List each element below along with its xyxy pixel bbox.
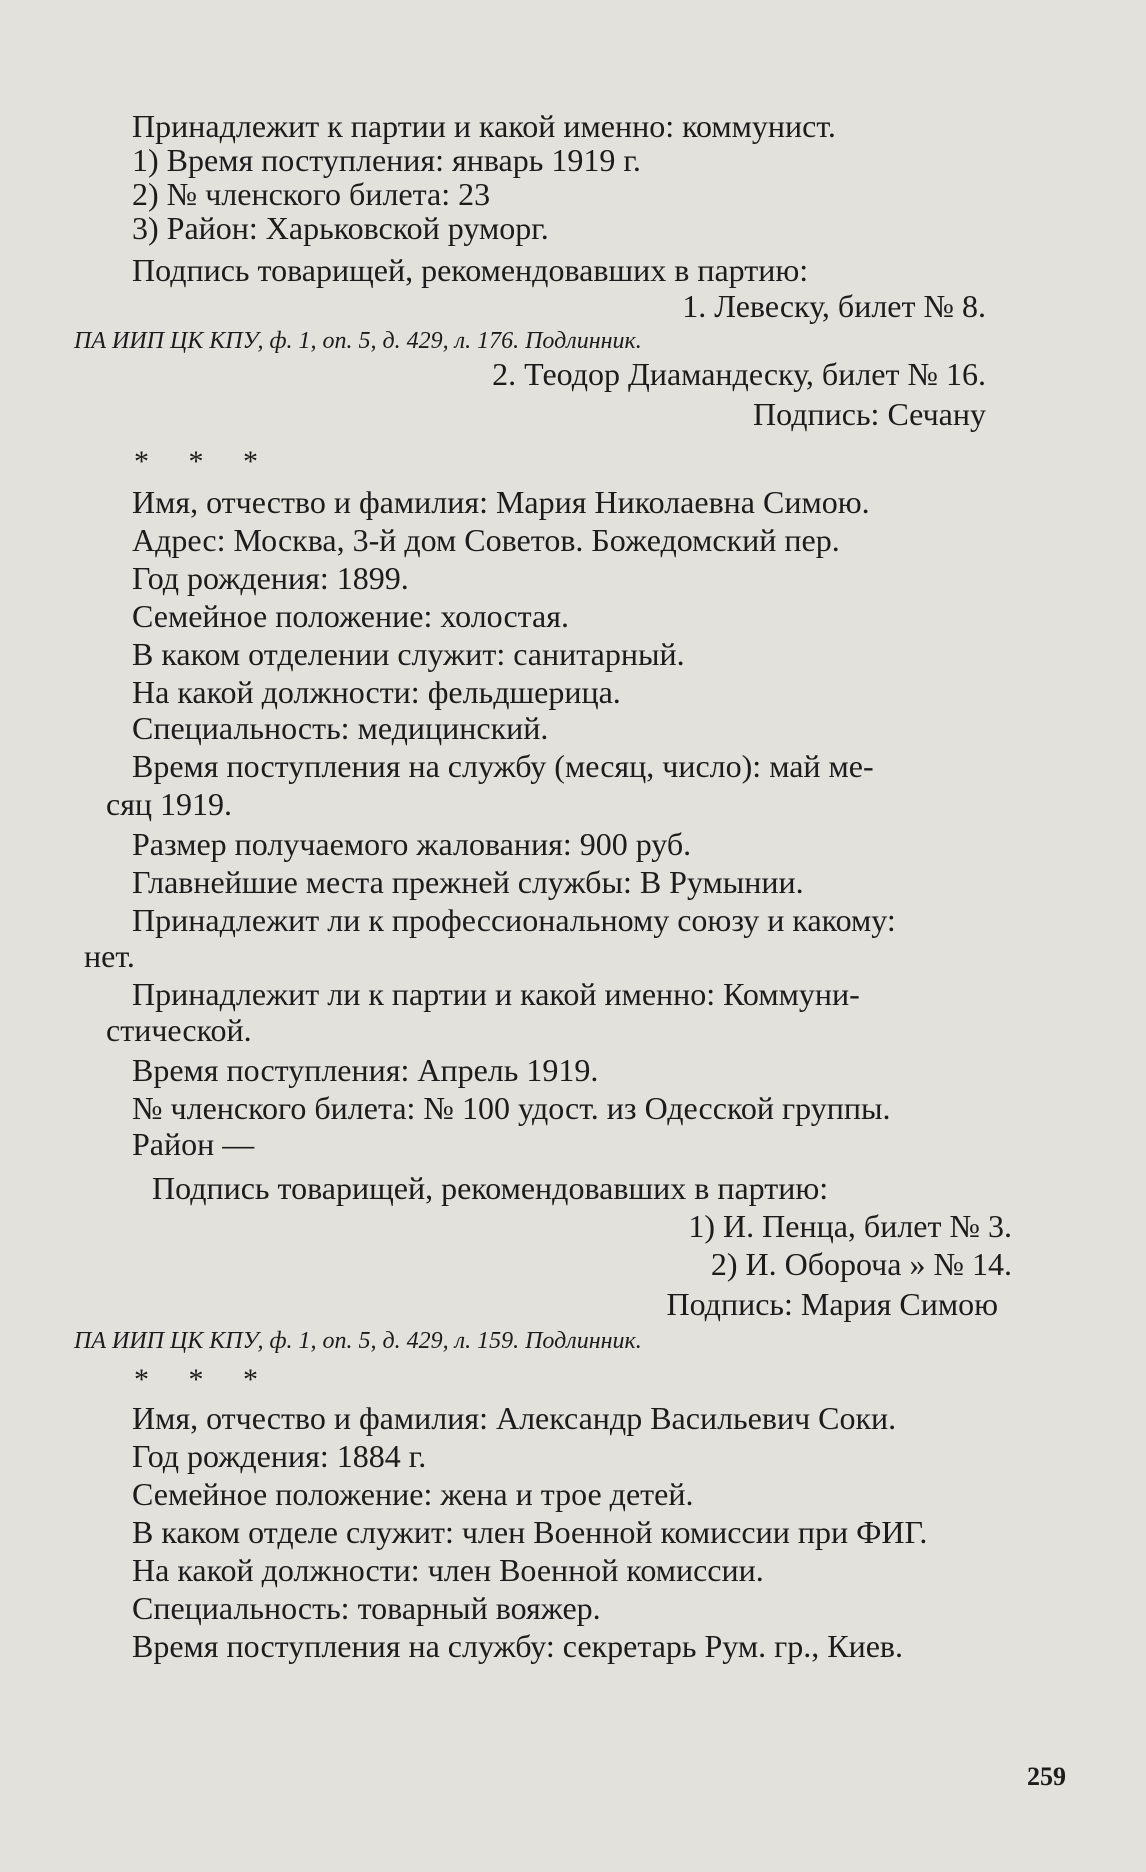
party-continuation: стической.	[106, 1012, 252, 1048]
department-line: В каком отделении служит: санитарный.	[132, 636, 685, 672]
recommender-line: 2) И. Обороча » № 14.	[710, 1246, 1012, 1282]
party-membership-line: Принадлежит к партии и какой именно: коммунист.	[132, 108, 836, 144]
recommender-line: 1. Левеску, билет № 8.	[682, 288, 986, 324]
recommender-line: 1) И. Пенца, билет № 3.	[688, 1208, 1012, 1244]
join-time-line: Время поступления: Апрель 1919.	[132, 1052, 599, 1088]
union-line: Принадлежит ли к профессиональному союзу и какому:	[132, 902, 896, 938]
position-line: На какой должности: член Военной комиссии.	[132, 1552, 764, 1588]
full-name-line: Имя, отчество и фамилия: Александр Васильевич Соки.	[132, 1400, 897, 1436]
service-start-continuation: сяц 1919.	[106, 786, 233, 822]
member-card-line: № членского билета: № 100 удост. из Одесской группы.	[132, 1090, 891, 1126]
district-line: 3) Район: Харьковской руморг.	[132, 210, 549, 246]
birth-year-line: Год рождения: 1899.	[132, 560, 409, 596]
member-card-line: 2) № членского билета: 23	[132, 176, 491, 212]
recommender-line: 2. Теодор Диамандеску, билет № 16.	[492, 356, 986, 392]
specialty-line: Специальность: медицинский.	[132, 710, 549, 746]
district-line: Район —	[132, 1126, 255, 1162]
section-separator: * * *	[134, 445, 274, 478]
previous-service-line: Главнейшие места прежней службы: В Румынии.	[132, 864, 804, 900]
archive-source: ПА ИИП ЦК КПУ, ф. 1, оп. 5, д. 429, л. 159. Подлинник.	[74, 1328, 642, 1354]
full-name-line: Имя, отчество и фамилия: Мария Николаевна Симою.	[132, 484, 870, 520]
service-start-line: Время поступления на службу (месяц, число): май ме-	[132, 748, 874, 784]
address-line: Адрес: Москва, 3-й дом Советов. Божедомский пер.	[132, 522, 840, 558]
page-number: 259	[1027, 1762, 1066, 1791]
join-time-line: 1) Время поступления: январь 1919 г.	[132, 142, 641, 178]
signature-line: Подпись: Мария Симою	[666, 1286, 998, 1322]
party-line: Принадлежит ли к партии и какой именно: Коммуни-	[132, 976, 860, 1012]
department-line: В каком отделе служит: член Военной комиссии при ФИГ.	[132, 1514, 928, 1550]
signatures-heading: Подпись товарищей, рекомендовавших в партию:	[132, 252, 809, 288]
service-start-line: Время поступления на службу: секретарь Рум. гр., Киев.	[132, 1628, 904, 1664]
archive-source: ПА ИИП ЦК КПУ, ф. 1, оп. 5, д. 429, л. 176. Подлинник.	[74, 328, 642, 354]
family-status-line: Семейное положение: холостая.	[132, 598, 569, 634]
birth-year-line: Год рождения: 1884 г.	[132, 1438, 427, 1474]
specialty-line: Специальность: товарный вояжер.	[132, 1590, 601, 1626]
union-continuation: нет.	[84, 938, 135, 974]
position-line: На какой должности: фельдшерица.	[132, 674, 621, 710]
salary-line: Размер получаемого жалования: 900 руб.	[132, 826, 692, 862]
section-separator: * * *	[134, 1363, 274, 1396]
family-status-line: Семейное положение: жена и трое детей.	[132, 1476, 694, 1512]
signatures-heading: Подпись товарищей, рекомендовавших в партию:	[152, 1170, 829, 1206]
signature-line: Подпись: Сечану	[753, 396, 986, 432]
